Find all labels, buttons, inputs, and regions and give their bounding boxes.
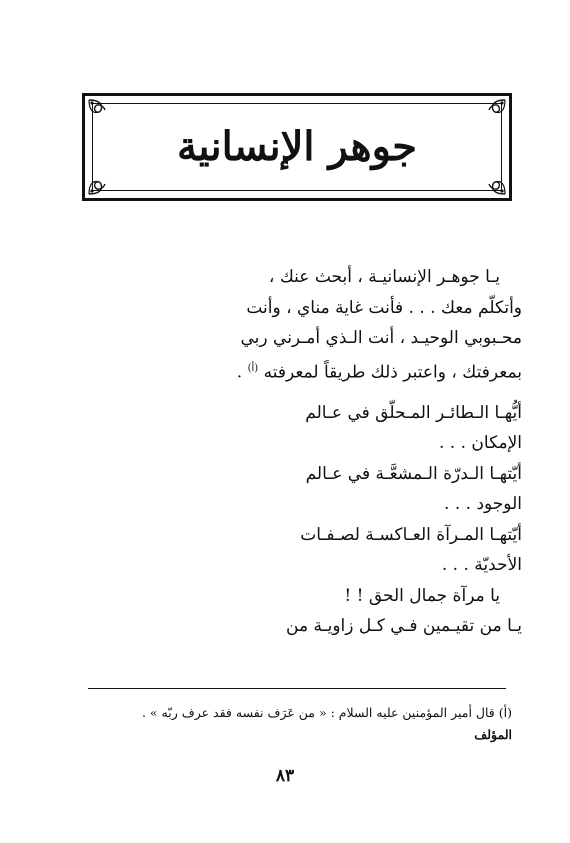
paragraph-line-text: بمعرفتك ، واعتبر ذلك طريقاً لمعرفته xyxy=(263,362,522,383)
paragraph-line-end: . xyxy=(236,362,243,383)
verse-line: الإمكان . . . xyxy=(439,433,522,454)
footnote-reference: (أ) xyxy=(247,362,259,374)
footnote-text: (أ) قال أمير المؤمنين عليه السلام : « من عَرَف نفسه فقد عرف ربّه » . xyxy=(141,705,512,720)
verse-line: أيّتهـا المـرآة العـاكسـة لصـفـات xyxy=(300,524,522,545)
verse-line: يـا من تقيـمين فـي كـل زاويـة من xyxy=(286,616,522,637)
footnote-author: المؤلف xyxy=(474,727,512,742)
verse-line: يا مرآة جمال الحق ! ! xyxy=(344,585,500,606)
footnote-divider xyxy=(88,688,506,689)
paragraph-line: يـا جوهـر الإنسانيـة ، أبحث عنك ، xyxy=(268,267,500,287)
verse-line: الوجود . . . xyxy=(444,494,522,515)
footnote xyxy=(98,702,512,746)
chapter-title: جوهر الإنسانية xyxy=(176,123,418,170)
paragraph-line: وأتكلّم معك . . . فأنت غاية مناي ، وأنت xyxy=(246,297,522,318)
title-frame xyxy=(82,93,512,201)
verse-line: أيّتهـا الـدرّة الـمشعَّـة في عـالم xyxy=(305,463,522,484)
stanza-gap xyxy=(96,388,522,398)
verse-line: أيُّهـا الـطائـر المـحلّق في عـالم xyxy=(305,402,522,423)
page-number: ٨٣ xyxy=(275,766,295,786)
paragraph-line xyxy=(96,354,522,388)
paragraph-line: محـبوبي الوحيـد ، أنت الـذي أمـرني ربي xyxy=(240,328,522,348)
body-text xyxy=(96,262,522,642)
verse-line: الأحديّة . . . xyxy=(441,555,522,576)
